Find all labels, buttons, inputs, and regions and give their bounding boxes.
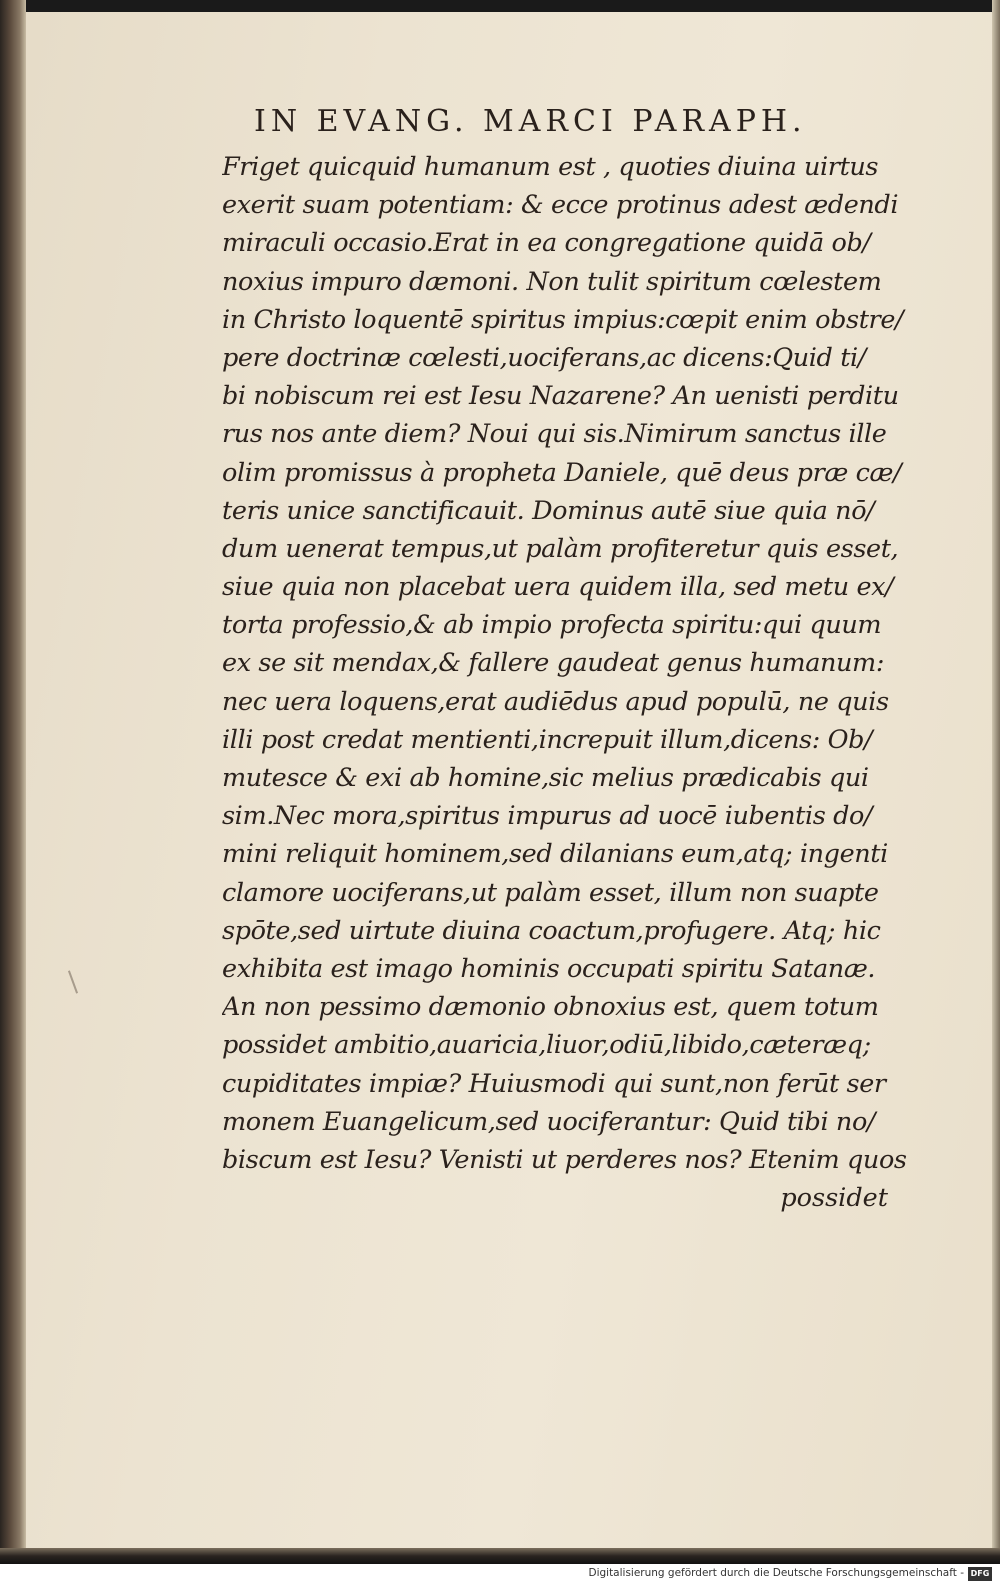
text-line: rus nos ante diem? Noui qui sis.Nimirum sanctus ille [222,419,887,450]
scan-bottom-edge [0,1548,1000,1564]
text-line: dum uenerat tempus,ut palàm profiteretur quis esset, [222,533,899,564]
text-line: An non pessimo dæmonio obnoxius est, quem totum [222,992,879,1023]
text-line: noxius impuro dæmoni. Non tulit spiritum cœlestem [222,266,882,297]
text-line: olim promissus à propheta Daniele, quē deus præ cæ/ [222,457,902,488]
digitization-credit: Digitalisierung gefördert durch die Deutsche Forschungsgemeinschaft - [588,1567,964,1579]
text-line: pere doctrinæ cœlesti,uociferans,ac dicens:Quid ti/ [222,342,866,373]
text-line: in Christo loquentē spiritus impius:cœpit enim obstre/ [222,304,904,335]
text-line: sim.Nec mora,spiritus impurus ad uocē iubentis do/ [222,801,873,832]
body-text [222,148,914,1179]
text-line: miraculi occasio.Erat in ea congregatione quidā ob/ [222,228,871,259]
text-line: illi post credat mentienti,increpuit illum,dicens: Ob/ [222,724,873,755]
text-line: cupiditates impiæ? Huiusmodi qui sunt,non ferūt ser [222,1068,886,1099]
dfg-logo: DFG [968,1567,992,1581]
text-line: torta professio,& ab impio profecta spiritu:qui quum [222,610,882,641]
text-line: ex se sit mendax,& fallere gaudeat genus humanum: [222,648,885,679]
text-line: exerit suam potentiam: & ecce protinus adest ædendi [222,190,899,221]
text-line: monem Euangelicum,sed uociferantur: Quid tibi no/ [222,1106,876,1137]
book-spine-edge [0,0,26,1560]
text-line: teris unice sanctificauit. Dominus autē siue quia nō/ [222,495,875,526]
page-text-block [222,96,914,1217]
text-line: nec uera loquens,erat audiēdus apud populū, ne quis [222,686,889,717]
text-line: bi nobiscum rei est Iesu Nazarene? An uenisti perditu [222,381,899,412]
text-line: exhibita est imago hominis occupati spiritu Satanæ. [222,953,876,984]
text-line: possidet ambitio,auaricia,liuor,odiū,libido,cæteræq; [222,1030,871,1061]
page-right-edge [992,0,1000,1560]
text-line: biscum est Iesu? Venisti ut perderes nos? Etenim quos [222,1144,907,1175]
running-head: IN EVANG. MARCI PARAPH. [254,104,807,139]
text-line: mini reliquit hominem,sed dilanians eum,atq; ingenti [222,839,888,870]
text-line: Friget quicquid humanum est , quoties diuina uirtus [222,152,879,182]
text-line: mutesce & exi ab homine,sic melius prædicabis qui [222,763,869,793]
scan-top-edge [0,0,1000,12]
text-line: siue quia non placebat uera quidem illa, sed metu ex/ [222,572,894,603]
catchword: possidet [780,1183,888,1214]
text-line: spōte,sed uirtute diuina coactum,profugere. Atq; hic [222,915,881,946]
text-line: clamore uociferans,ut palàm esset, illum non suapte [222,877,879,908]
